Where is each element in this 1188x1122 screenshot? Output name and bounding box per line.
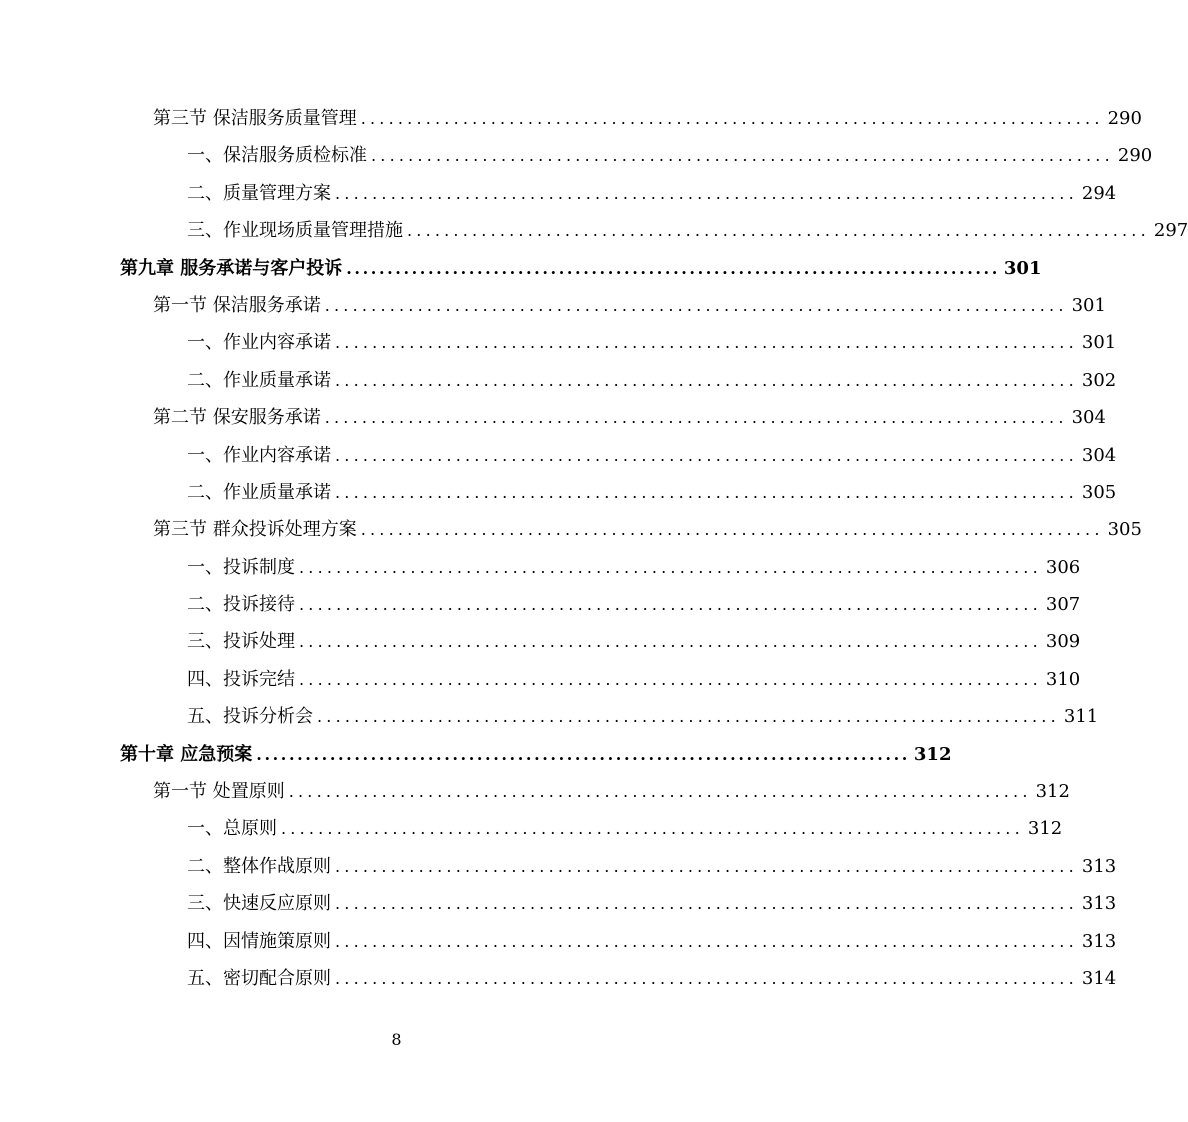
toc-dot-leader: ................................................................................ xyxy=(335,183,1078,203)
toc-entry-page: 309 xyxy=(1045,631,1081,653)
toc-dot-leader: ................................................................................ xyxy=(346,258,1000,278)
toc-entry-item[interactable] xyxy=(0,698,1099,735)
toc-entry-label: 二、质量管理方案 xyxy=(187,182,331,204)
toc-dot-leader: ................................................................................ xyxy=(281,819,1024,839)
toc-dot-leader: ................................................................................ xyxy=(288,782,1032,802)
toc-dot-leader: ................................................................................ xyxy=(299,557,1042,577)
toc-dot-leader: ................................................................................ xyxy=(335,968,1078,988)
toc-entry-page: 301 xyxy=(1003,257,1042,279)
toc-dot-leader: ................................................................................ xyxy=(299,595,1042,615)
toc-entry-label: 一、作业内容承诺 xyxy=(187,332,331,354)
toc-entry-page: 312 xyxy=(1035,781,1070,803)
toc-entry-page: 310 xyxy=(1045,668,1081,690)
toc-entry-item[interactable] xyxy=(0,437,1117,474)
toc-entry-label: 三、投诉处理 xyxy=(187,631,295,653)
toc-entry-page: 306 xyxy=(1045,556,1081,578)
toc-entry-label: 第二节 保安服务承诺 xyxy=(153,407,321,429)
toc-entry-section[interactable] xyxy=(0,100,1142,137)
toc-entry-item[interactable] xyxy=(0,848,1117,885)
toc-entry-label: 四、投诉完结 xyxy=(187,668,295,690)
toc-entry-section[interactable] xyxy=(0,773,1070,810)
toc-entry-page: 297 xyxy=(1153,220,1188,242)
toc-dot-leader: ................................................................................ xyxy=(335,894,1078,914)
toc-entry-page: 290 xyxy=(1117,145,1153,167)
toc-dot-leader: ................................................................................ xyxy=(335,445,1078,465)
toc-entry-page: 302 xyxy=(1081,369,1117,391)
toc-entry-page: 304 xyxy=(1071,407,1106,429)
toc-entry-page: 304 xyxy=(1081,444,1117,466)
toc-entry-page: 307 xyxy=(1045,594,1081,616)
toc-entry-label: 三、快速反应原则 xyxy=(187,893,331,915)
toc-dot-leader: ................................................................................ xyxy=(335,931,1078,951)
toc-dot-leader: ................................................................................ xyxy=(299,669,1042,689)
toc-entry-label: 二、作业质量承诺 xyxy=(187,481,331,503)
toc-dot-leader: ................................................................................ xyxy=(371,146,1114,166)
toc-entry-label: 三、作业现场质量管理措施 xyxy=(187,220,403,242)
toc-entry-label: 第一节 处置原则 xyxy=(153,781,285,803)
toc-entry-page: 305 xyxy=(1107,519,1142,541)
toc-entry-label: 一、保洁服务质检标准 xyxy=(187,145,367,167)
toc-entry-label: 四、因情施策原则 xyxy=(187,930,331,952)
toc-entry-item[interactable] xyxy=(0,362,1117,399)
toc-entry-page: 314 xyxy=(1081,967,1117,989)
toc-dot-leader: ................................................................................ xyxy=(335,856,1078,876)
toc-entry-label: 二、整体作战原则 xyxy=(187,855,331,877)
toc-entry-page: 301 xyxy=(1071,294,1106,316)
toc-entry-page: 311 xyxy=(1063,706,1099,728)
toc-entry-label: 二、投诉接待 xyxy=(187,594,295,616)
toc-dot-leader: ................................................................................ xyxy=(335,370,1078,390)
toc-entry-label: 五、投诉分析会 xyxy=(187,706,313,728)
toc-entry-item[interactable] xyxy=(0,661,1081,698)
toc-entry-label: 五、密切配合原则 xyxy=(187,967,331,989)
toc-entry-label: 第九章 服务承诺与客户投诉 xyxy=(120,257,343,279)
toc-entry-page: 301 xyxy=(1081,332,1117,354)
toc-dot-leader: ................................................................................ xyxy=(360,109,1104,128)
table-of-contents xyxy=(0,100,1188,997)
toc-dot-leader: ................................................................................ xyxy=(324,295,1068,315)
toc-dot-leader: ................................................................................ xyxy=(360,520,1104,540)
toc-entry-label: 第三节 群众投诉处理方案 xyxy=(153,519,357,541)
toc-entry-page: 313 xyxy=(1081,930,1117,952)
toc-entry-item[interactable] xyxy=(0,137,1153,174)
toc-entry-page: 312 xyxy=(913,743,952,765)
toc-dot-leader: ................................................................................ xyxy=(335,333,1078,353)
toc-entry-page: 305 xyxy=(1081,481,1117,503)
toc-entry-item[interactable] xyxy=(0,212,1188,249)
toc-entry-item[interactable] xyxy=(0,923,1117,960)
toc-entry-label: 一、作业内容承诺 xyxy=(187,444,331,466)
toc-entry-chapter[interactable] xyxy=(0,736,952,773)
toc-entry-page: 290 xyxy=(1107,108,1142,129)
toc-entry-item[interactable] xyxy=(0,175,1117,212)
toc-entry-item[interactable] xyxy=(0,474,1117,511)
toc-entry-item[interactable] xyxy=(0,324,1117,361)
toc-entry-label: 一、投诉制度 xyxy=(187,556,295,578)
toc-entry-page: 313 xyxy=(1081,855,1117,877)
toc-entry-item[interactable] xyxy=(0,810,1063,847)
toc-dot-leader: ................................................................................ xyxy=(335,482,1078,502)
toc-entry-item[interactable] xyxy=(0,885,1117,922)
toc-entry-label: 一、总原则 xyxy=(187,818,277,840)
toc-dot-leader: ................................................................................ xyxy=(317,707,1060,727)
toc-entry-section[interactable] xyxy=(0,399,1106,436)
toc-entry-label: 二、作业质量承诺 xyxy=(187,369,331,391)
toc-entry-item[interactable] xyxy=(0,586,1081,623)
toc-entry-label: 第十章 应急预案 xyxy=(120,743,253,765)
toc-entry-section[interactable] xyxy=(0,287,1106,324)
toc-entry-item[interactable] xyxy=(0,549,1081,586)
toc-entry-item[interactable] xyxy=(0,623,1081,660)
toc-entry-page: 294 xyxy=(1081,182,1117,204)
toc-entry-label: 第三节 保洁服务质量管理 xyxy=(153,108,357,129)
toc-dot-leader: ................................................................................ xyxy=(299,632,1042,652)
toc-entry-item[interactable] xyxy=(0,960,1117,997)
toc-dot-leader: ................................................................................ xyxy=(407,221,1150,241)
toc-entry-page: 313 xyxy=(1081,893,1117,915)
toc-entry-chapter[interactable] xyxy=(0,250,1042,287)
toc-entry-section[interactable] xyxy=(0,511,1142,548)
toc-entry-page: 312 xyxy=(1027,818,1063,840)
toc-dot-leader: ................................................................................ xyxy=(324,408,1068,428)
page-number: 8 xyxy=(391,1030,402,1049)
toc-entry-label: 第一节 保洁服务承诺 xyxy=(153,294,321,316)
toc-dot-leader: ................................................................................ xyxy=(256,744,910,764)
